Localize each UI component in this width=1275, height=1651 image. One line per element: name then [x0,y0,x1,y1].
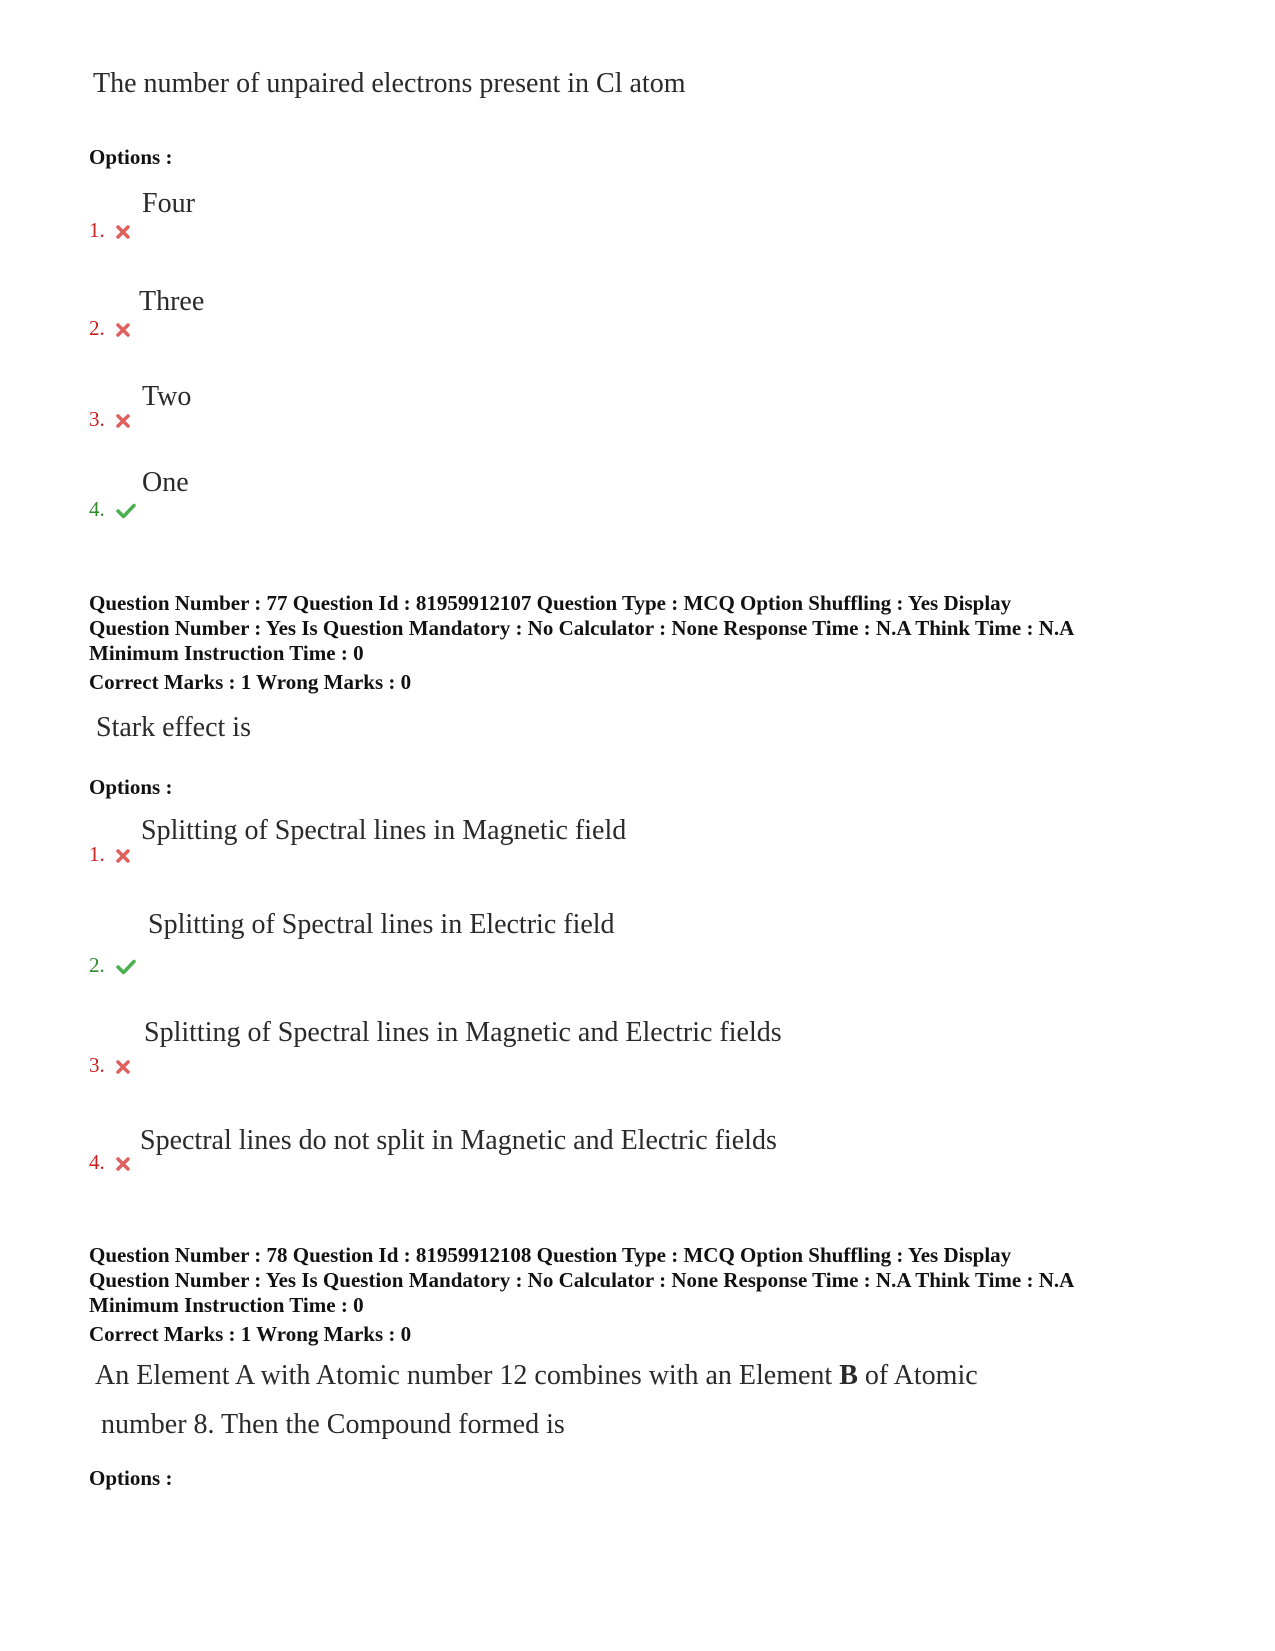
option-number: 1. [89,218,105,242]
option-number: 1. [89,842,105,866]
q77-option-3-text: Splitting of Spectral lines in Magnetic and Electric fields [144,1017,782,1048]
q78-question-line-2: number 8. Then the Compound formed is [101,1409,565,1440]
q78-marks: Correct Marks : 1 Wrong Marks : 0 [89,1322,412,1346]
q76-option-1-text: Four [142,188,195,219]
q77-meta-line-1: Question Number : 77 Question Id : 81959912107 Question Type : MCQ Option Shuffling : Yes Display [89,591,1012,615]
option-number: 4. [89,497,105,521]
q76-option-4 [89,497,136,522]
q76-option-2-text: Three [139,286,205,317]
q76-option-3 [89,407,130,432]
q77-option-4 [89,1150,130,1175]
cross-icon [116,414,130,428]
q78-meta-line-1: Question Number : 78 Question Id : 81959912108 Question Type : MCQ Option Shuffling : Yes Display [89,1243,1012,1267]
q77-marks: Correct Marks : 1 Wrong Marks : 0 [89,670,412,694]
q77-option-2-text: Splitting of Spectral lines in Electric field [148,909,615,940]
cross-icon [116,849,130,863]
q76-options-label: Options : [89,145,173,169]
cross-icon [116,225,130,239]
q78-question-bold: B [839,1360,858,1391]
cross-icon [116,1060,130,1074]
q78-question-part-a: An Element A with Atomic number 12 combines with an Element [95,1360,840,1391]
q77-question-text: Stark effect is [96,712,251,743]
q77-option-2 [89,953,136,978]
cross-icon [116,1157,130,1171]
option-number: 2. [89,316,105,340]
q78-meta [89,1243,1074,1318]
q77-option-4-text: Spectral lines do not split in Magnetic and Electric fields [140,1125,777,1156]
check-icon [116,959,136,975]
q77-meta-line-2: Question Number : Yes Is Question Mandatory : No Calculator : None Response Time : N.A Think Time : N.A [89,616,1075,640]
check-icon [116,503,136,519]
q77-meta-line-3: Minimum Instruction Time : 0 [89,641,364,665]
option-number: 3. [89,407,105,431]
q76-option-3-text: Two [142,381,192,412]
q76-option-2 [89,316,130,341]
option-number: 4. [89,1150,105,1174]
option-number: 3. [89,1053,105,1077]
q78-options-label: Options : [89,1466,173,1490]
q78-question-part-b: of Atomic [857,1360,978,1391]
q77-options-label: Options : [89,775,173,799]
q78-question-line-1 [95,1360,978,1392]
q76-question-text: The number of unpaired electrons present in Cl atom [93,68,686,99]
q77-option-1-text: Splitting of Spectral lines in Magnetic field [141,815,627,846]
q76-option-1 [89,218,130,243]
q77-option-3 [89,1053,130,1078]
q77-option-1 [89,842,130,867]
q78-meta-line-2: Question Number : Yes Is Question Mandatory : No Calculator : None Response Time : N.A Think Time : N.A [89,1268,1075,1292]
cross-icon [116,323,130,337]
q78-meta-line-3: Minimum Instruction Time : 0 [89,1293,364,1317]
q76-option-4-text: One [142,467,189,498]
q77-meta [89,591,1074,666]
option-number: 2. [89,953,105,977]
